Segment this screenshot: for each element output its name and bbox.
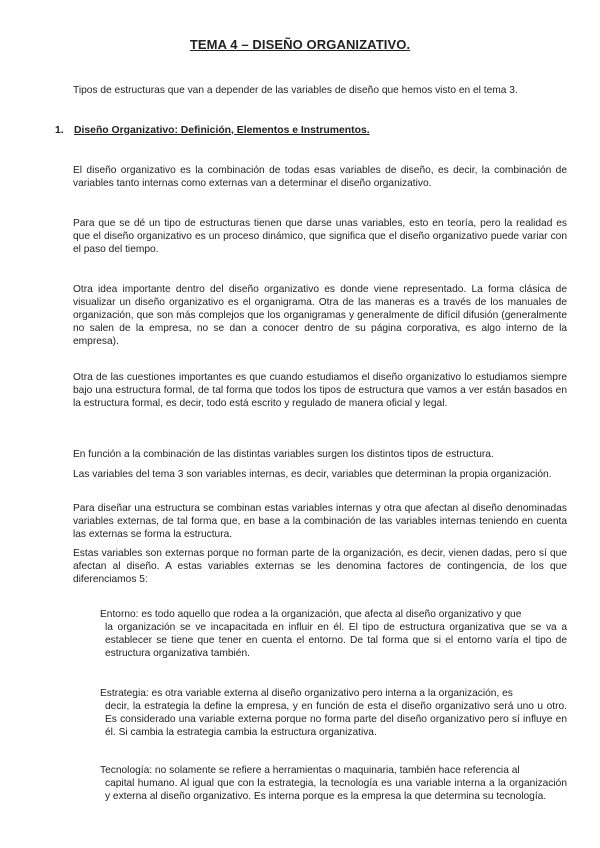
intro-paragraph: Tipos de estructuras que van a depender de las variables de diseño que hemos visto en el tema 3. bbox=[73, 85, 518, 96]
factor-tecnologia-first-line: Tecnología: no solamente se refiere a herramientas o maquinaria, también hace referencia al bbox=[100, 765, 520, 776]
paragraph-formal-structure: Otra de las cuestiones importantes es que cuando estudiamos el diseño organizativo lo estudiamos siempre bajo una estructura formal, de tal forma que todos los tipos de estructura que vamos a ver están basados en la estructura formal, es decir, todo está escrito y regulado de manera oficial y legal. bbox=[73, 372, 567, 410]
paragraph-combination: En función a la combinación de las distintas variables surgen los distintos tipos de estructura. bbox=[73, 449, 494, 460]
factor-entorno-rest: la organización se ve incapacitada en influir en él. El tipo de estructura organizativa que se va a establecer se tiene que tener en cuenta el entorno. De tal forma que si el entorno varía el tipo de estructura organizativa también. bbox=[105, 622, 567, 660]
section-heading bbox=[55, 124, 555, 137]
paragraph-external-variables: Para diseñar una estructura se combinan estas variables internas y otra que afectan al diseño denominadas variables externas, de tal forma que, en base a la combinación de las variables internas teniendo en cuenta las externas se forma la estructura. bbox=[73, 503, 567, 541]
factor-entorno-first-line: Entorno: es todo aquello que rodea a la organización, que afecta al diseño organizativo y que bbox=[100, 609, 522, 620]
factor-tecnologia bbox=[100, 764, 567, 803]
paragraph-contingency-factors: Estas variables son externas porque no forman parte de la organización, es decir, vienen dadas, pero sí que afectan al diseño. A estas variables externas se les denomina factores de contingencia, de los que diferenciamos 5: bbox=[73, 548, 567, 586]
paragraph-organigram: Otra idea importante dentro del diseño organizativo es donde viene representado. La forma clásica de visualizar un diseño organizativo es el organigrama. Otra de las maneras es a través de los manuales de organización, que son más complejos que los organigramas y generalmente de difícil difusión (generalmente no salen de la empresa, no se dan a conocer dentro de su página corporativa, es algo interno de la empresa). bbox=[73, 284, 567, 348]
paragraph-internal-variables: Las variables del tema 3 son variables internas, es decir, variables que determinan la propia organización. bbox=[73, 469, 552, 480]
factor-estrategia-rest: decir, la estrategia la define la empresa, y en función de esta el diseño organizativo será uno u otro. Es considerado una variable externa porque no forma parte del diseño organizativo pero sí influye en él. Si cambia la estrategia cambia la estructura organizativa. bbox=[105, 701, 567, 739]
factor-entorno bbox=[100, 608, 567, 660]
paragraph-definition: El diseño organizativo es la combinación de todas esas variables de diseño, es decir, la combinación de variables tanto internas como externas van a determinar el diseño organizativo. bbox=[73, 165, 567, 190]
factor-estrategia-first-line: Estrategia: es otra variable externa al diseño organizativo pero interna a la organización, es bbox=[100, 688, 513, 699]
section-heading-text: Diseño Organizativo: Definición, Elementos e Instrumentos. bbox=[74, 125, 370, 136]
factor-tecnologia-rest: capital humano. Al igual que con la estrategia, la tecnología es una variable interna a la organización y externa al diseño organizativo. Es interna porque es la empresa la que determina su tecnología. bbox=[105, 778, 567, 803]
document-title: TEMA 4 – DISEÑO ORGANIZATIVO. bbox=[189, 37, 411, 52]
paragraph-dynamic-process: Para que se dé un tipo de estructuras tienen que darse unas variables, esto en teoría, pero la realidad es que el diseño organizativo es un proceso dinámico, que significa que el diseño organizativo puede variar con el paso del tiempo. bbox=[73, 218, 567, 256]
section-number: 1. bbox=[55, 125, 64, 136]
factor-estrategia bbox=[100, 687, 567, 739]
